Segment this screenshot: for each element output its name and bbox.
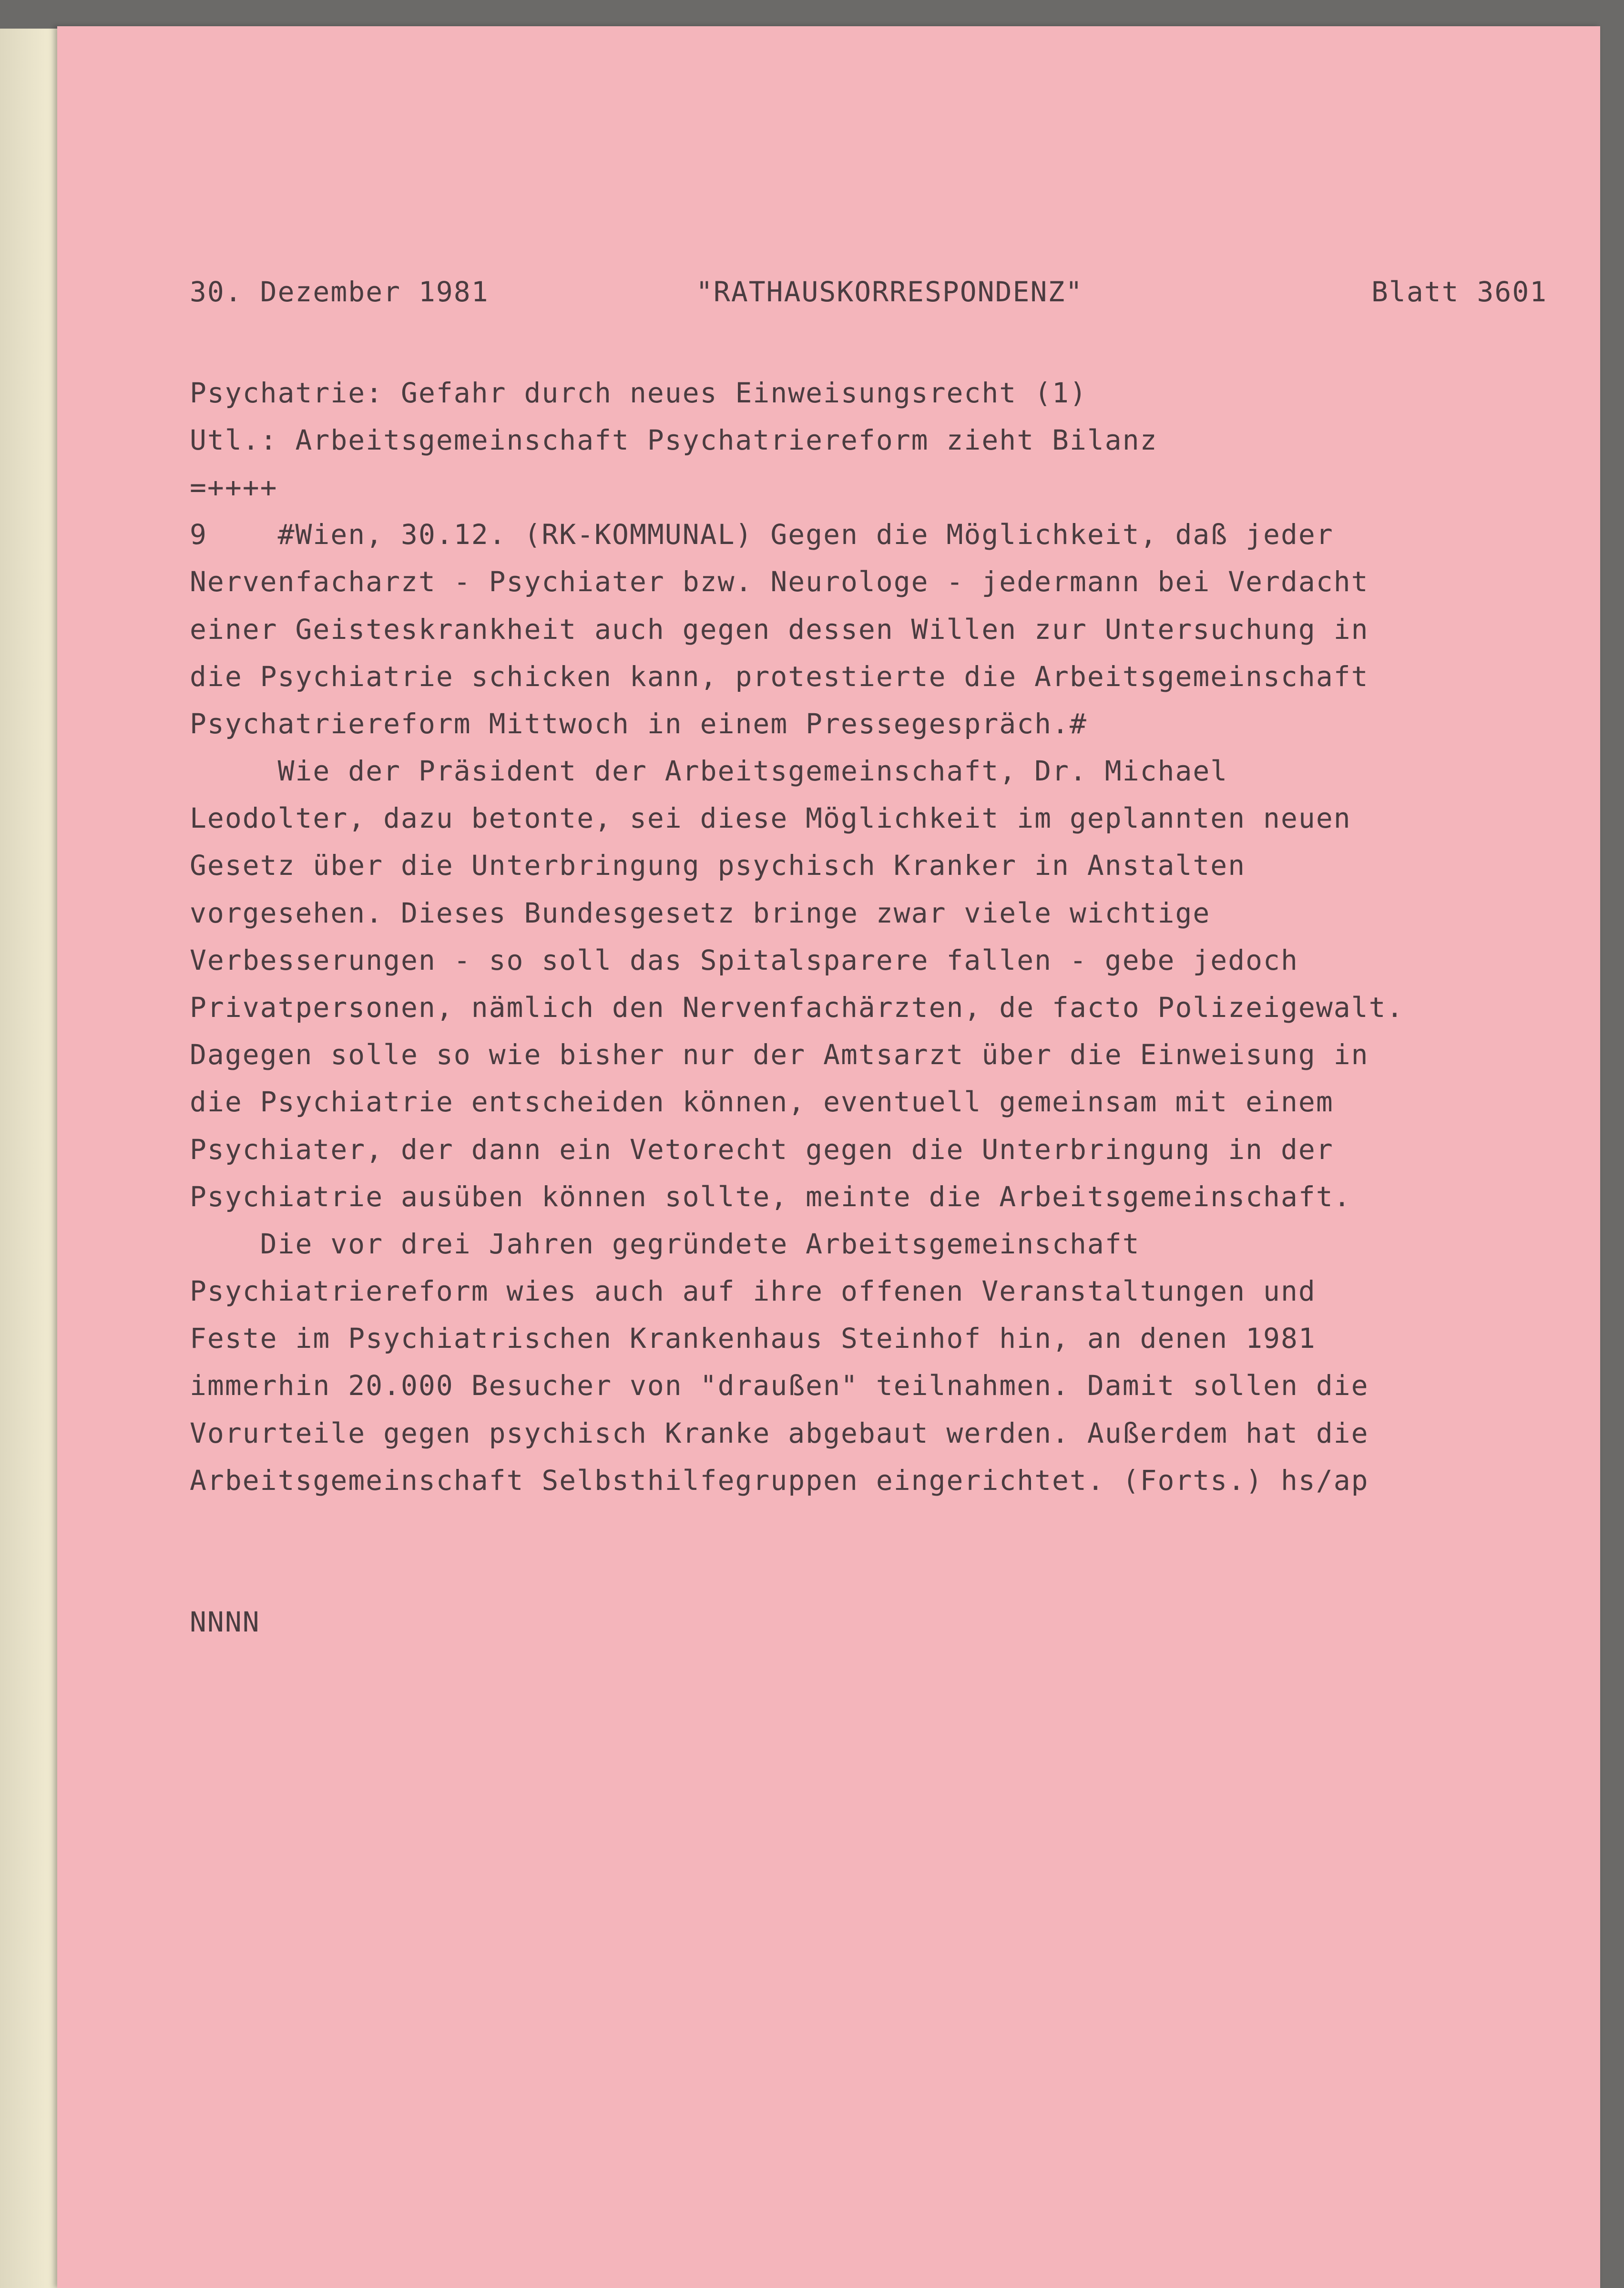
body-line: die Psychiatrie schicken kann, protestierte die Arbeitsgemeinschaft <box>190 660 1369 693</box>
body-line: immerhin 20.000 Besucher von "draußen" teilnahmen. Damit sollen die <box>190 1369 1369 1402</box>
section-marker: =++++ <box>190 471 278 503</box>
body-line: Feste im Psychiatrischen Krankenhaus Steinhof hin, an denen 1981 <box>190 1322 1316 1354</box>
body-line: Psychiatrie ausüben können sollte, meinte die Arbeitsgemeinschaft. <box>190 1180 1351 1213</box>
body-line: Wie der Präsident der Arbeitsgemeinschaft, Dr. Michael <box>190 755 1228 787</box>
body-line: Arbeitsgemeinschaft Selbsthilfegruppen eingerichtet. (Forts.) hs/ap <box>190 1464 1369 1497</box>
headline: Psychatrie: Gefahr durch neues Einweisungsrecht (1) <box>190 377 1087 409</box>
body-line: Vorurteile gegen psychisch Kranke abgebaut werden. Außerdem hat die <box>190 1417 1369 1449</box>
body-line: einer Geisteskrankheit auch gegen dessen Willen zur Untersuchung in <box>190 613 1369 646</box>
body-line: Die vor drei Jahren gegründete Arbeitsgemeinschaft <box>190 1228 1140 1260</box>
body-line: Psychiatriereform wies auch auf ihre offenen Veranstaltungen und <box>190 1275 1316 1307</box>
body-line: Psychatriereform Mittwoch in einem Pressegespräch.# <box>190 708 1087 740</box>
end-marker: NNNN <box>190 1606 260 1638</box>
document-sheet <box>57 26 1600 2288</box>
body-line: Privatpersonen, nämlich den Nervenfachärzten, de facto Polizeigewalt. <box>190 991 1404 1024</box>
header-sheet-number: Blatt 3601 <box>1371 276 1548 308</box>
subheadline: Utl.: Arbeitsgemeinschaft Psychatriereform zieht Bilanz <box>190 424 1158 456</box>
body-line: vorgesehen. Dieses Bundesgesetz bringe zwar viele wichtige <box>190 897 1211 929</box>
body-line: Dagegen solle so wie bisher nur der Amtsarzt über die Einweisung in <box>190 1038 1369 1071</box>
body-line: Verbesserungen - so soll das Spitalsparere fallen - gebe jedoch <box>190 944 1298 976</box>
body-line: Gesetz über die Unterbringung psychisch Kranker in Anstalten <box>190 849 1246 882</box>
body-line: Nervenfacharzt - Psychiater bzw. Neurologe - jedermann bei Verdacht <box>190 565 1369 598</box>
header-publication: "RATHAUSKORRESPONDENZ" <box>696 276 1083 308</box>
body-line: 9 #Wien, 30.12. (RK-KOMMUNAL) Gegen die Möglichkeit, daß jeder <box>190 518 1334 551</box>
body-line: Leodolter, dazu betonte, sei diese Möglichkeit im geplannten neuen <box>190 802 1351 834</box>
body-line: Psychiater, der dann ein Vetorecht gegen die Unterbringung in der <box>190 1133 1334 1166</box>
body-line: die Psychiatrie entscheiden können, eventuell gemeinsam mit einem <box>190 1086 1334 1118</box>
header-date: 30. Dezember 1981 <box>190 276 489 308</box>
